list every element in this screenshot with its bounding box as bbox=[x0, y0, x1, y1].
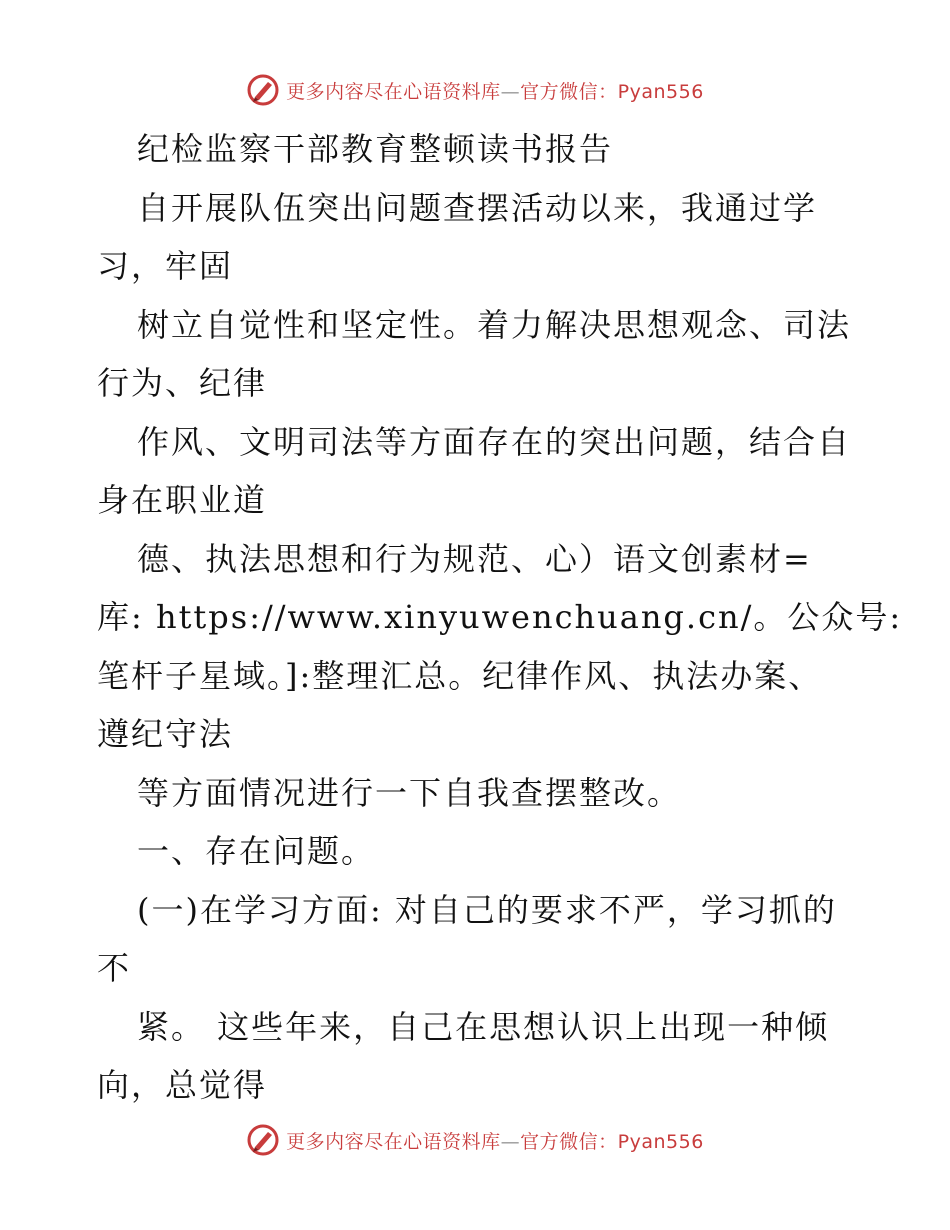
pen-logo-icon bbox=[246, 1123, 280, 1157]
banner-wechat: 官方微信：Pyan556 bbox=[520, 1130, 704, 1153]
banner-slogan: 更多内容尽在心语资料库 bbox=[286, 80, 501, 103]
banner-separator: — bbox=[500, 80, 521, 103]
paragraph-line: 树立自觉性和坚定性。着力解决思想观念、司法 bbox=[137, 305, 852, 344]
banner-separator: — bbox=[500, 1130, 521, 1153]
pen-logo-icon bbox=[246, 73, 280, 107]
paragraph-line: 习，牢固 bbox=[97, 247, 234, 285]
paragraph-line: 笔杆子星域。]:整理汇总。纪律作风、执法办案、 bbox=[97, 656, 823, 695]
banner-slogan: 更多内容尽在心语资料库 bbox=[286, 1130, 501, 1153]
document-body bbox=[97, 120, 903, 1115]
banner-text bbox=[286, 77, 704, 104]
document-title: 纪检监察干部教育整顿读书报告 bbox=[137, 130, 614, 168]
paragraph-line: 德、执法思想和行为规范、心）语文创素材= bbox=[137, 539, 812, 578]
section-heading: 一、存在问题。 bbox=[137, 832, 376, 870]
banner-text bbox=[286, 1127, 704, 1154]
paragraph-line: 遵纪守法 bbox=[97, 715, 234, 753]
subsection-heading: (一)在学习方面: 对自己的要求不严，学习抓的 bbox=[137, 890, 837, 929]
paragraph-line: 行为、纪律 bbox=[97, 364, 268, 402]
footer-banner bbox=[0, 1120, 950, 1160]
paragraph-line: 向，总觉得 bbox=[97, 1066, 268, 1104]
paragraph-line: 自开展队伍突出问题查摆活动以来，我通过学 bbox=[137, 188, 818, 227]
banner-wechat: 官方微信：Pyan556 bbox=[520, 80, 704, 103]
paragraph-line: 不 bbox=[97, 949, 132, 987]
header-banner bbox=[0, 70, 950, 110]
paragraph-line: 作风、文明司法等方面存在的突出问题，结合自 bbox=[137, 422, 852, 461]
paragraph-line-url: 库: https://www.xinyuwenchuang.cn/。公众号: bbox=[97, 598, 903, 636]
paragraph-line: 紧。 这些年来，自己在思想认识上出现一种倾 bbox=[137, 1007, 830, 1046]
paragraph-line: 身在职业道 bbox=[97, 481, 268, 519]
paragraph-line: 等方面情况进行一下自我查摆整改。 bbox=[137, 773, 682, 812]
